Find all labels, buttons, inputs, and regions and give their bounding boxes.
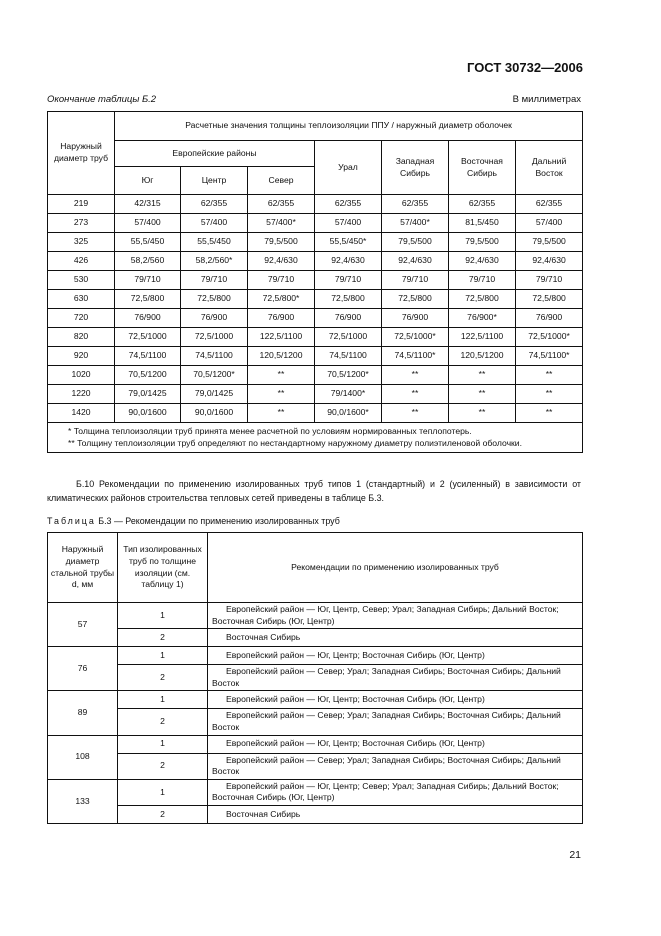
table-cell: 57/400	[315, 214, 382, 233]
table-cell: 79/710	[382, 271, 449, 290]
table-cell: 72,5/800	[181, 290, 248, 309]
header-group: Расчетные значения толщины теплоизоляции ППУ / наружный диаметр оболочек	[115, 112, 583, 141]
recommendation-cell: Европейский район — Юг, Центр, Север; Урал; Западная Сибирь; Дальний Восток; Восточная Сибирь (Юг, Центр)	[208, 603, 583, 629]
table-cell: 76/900	[315, 309, 382, 328]
table-cell: 79,5/500	[382, 233, 449, 252]
table-cell: **	[248, 385, 315, 404]
table-cell: **	[449, 385, 516, 404]
row-diameter-cell: 219	[48, 195, 115, 214]
table-cell: 72,5/800	[449, 290, 516, 309]
table-cell: **	[449, 404, 516, 423]
recommendation-cell: Европейский район — Юг, Центр; Восточная Сибирь (Юг, Центр)	[208, 691, 583, 709]
table-cell: 79/710	[516, 271, 583, 290]
table-cell: 74,5/1100	[315, 347, 382, 366]
table-cell: 79/710	[449, 271, 516, 290]
table-cell: 74,5/1100	[115, 347, 181, 366]
table-row	[48, 252, 583, 271]
recommendation-cell: Восточная Сибирь	[208, 629, 583, 647]
diameter-cell: 133	[48, 779, 118, 823]
table-row	[48, 290, 583, 309]
header-west-siberia: Западная Сибирь	[382, 141, 449, 195]
table-cell: 55,5/450*	[315, 233, 382, 252]
table-cell: 79,0/1425	[115, 385, 181, 404]
table-cell: 72,5/800	[115, 290, 181, 309]
table-cell: 57/400*	[382, 214, 449, 233]
table-row	[48, 271, 583, 290]
header-center: Центр	[181, 167, 248, 195]
table-cell: 70,5/1200*	[181, 366, 248, 385]
header-steel-diameter: Наружный диаметр стальной трубы d, мм	[48, 533, 118, 603]
table-b3	[47, 532, 583, 824]
table-cell: 79/710	[315, 271, 382, 290]
table-cell: 72,5/800	[315, 290, 382, 309]
table-row	[48, 214, 583, 233]
table-cell: 92,4/630	[516, 252, 583, 271]
row-diameter-cell: 920	[48, 347, 115, 366]
table-b2	[47, 111, 583, 453]
paragraph-b10: Б.10 Рекомендации по применению изолированных труб типов 1 (стандартный) и 2 (усиленный) в зависимости от климатических районов строительства тепловых сетей приведены в таблице Б.3.	[47, 479, 581, 503]
table-row	[48, 309, 583, 328]
header-south: Юг	[115, 167, 181, 195]
table-cell: 72,5/1000	[315, 328, 382, 347]
table-row	[48, 195, 583, 214]
table-cell: 120,5/1200	[449, 347, 516, 366]
table-cell: 90,0/1600*	[315, 404, 382, 423]
type-cell: 1	[118, 735, 208, 753]
type-cell: 1	[118, 647, 208, 665]
table-cell: **	[382, 366, 449, 385]
row-diameter-cell: 530	[48, 271, 115, 290]
table-cell: 62/355	[516, 195, 583, 214]
table-cell: 74,5/1100	[181, 347, 248, 366]
table-cell: 76/900	[516, 309, 583, 328]
table-cell: 79/710	[181, 271, 248, 290]
note-2: ** Толщину теплоизоляции труб определяют по нестандартному наружному диаметру полиэтиленовой оболочки.	[68, 437, 522, 448]
table-row	[48, 629, 583, 647]
table-b2-notes	[48, 423, 583, 453]
row-diameter-cell: 820	[48, 328, 115, 347]
table-cell: 62/355	[315, 195, 382, 214]
table-cell: 57/400	[181, 214, 248, 233]
table-cell: 57/400	[516, 214, 583, 233]
row-diameter-cell: 1420	[48, 404, 115, 423]
table-cell: 122,5/1100	[449, 328, 516, 347]
table-cell: 79/710	[248, 271, 315, 290]
table-cell: 76/900	[382, 309, 449, 328]
table-cell: 62/355	[382, 195, 449, 214]
table-cell: **	[382, 385, 449, 404]
table-b3-caption	[47, 516, 340, 526]
table-row	[48, 805, 583, 823]
table-row	[48, 647, 583, 665]
table-cell: **	[516, 366, 583, 385]
table-row	[48, 779, 583, 805]
table-cell: 90,0/1600	[181, 404, 248, 423]
units-label: В миллиметрах	[512, 94, 581, 105]
header-european: Европейские районы	[115, 141, 315, 167]
recommendation-cell: Европейский район — Север; Урал; Западная Сибирь; Восточная Сибирь; Дальний Восток	[208, 665, 583, 691]
table-cell: 72,5/1000*	[382, 328, 449, 347]
table-cell: 76/900	[115, 309, 181, 328]
type-cell: 1	[118, 691, 208, 709]
table-row	[48, 385, 583, 404]
table-cell: 74,5/1100*	[382, 347, 449, 366]
recommendation-cell: Европейский район — Север; Урал; Западная Сибирь; Восточная Сибирь; Дальний Восток	[208, 753, 583, 779]
table-b3-body	[48, 603, 583, 824]
table-row	[48, 665, 583, 691]
row-diameter-cell: 1020	[48, 366, 115, 385]
table-cell: 57/400	[115, 214, 181, 233]
header-insulation-type: Тип изолированных труб по толщине изоляции (см. таблицу 1)	[118, 533, 208, 603]
table-cell: 55,5/450	[115, 233, 181, 252]
type-cell: 2	[118, 805, 208, 823]
table-cell: 57/400*	[248, 214, 315, 233]
table-cell: 122,5/1100	[248, 328, 315, 347]
diameter-cell: 89	[48, 691, 118, 735]
table-cell: 76/900*	[449, 309, 516, 328]
table-row	[48, 366, 583, 385]
recommendation-cell: Европейский район — Юг, Центр; Восточная Сибирь (Юг, Центр)	[208, 735, 583, 753]
table-cell: 72,5/800	[382, 290, 449, 309]
recommendation-cell: Европейский район — Юг, Центр; Север; Урал; Западная Сибирь; Дальний Восток; Восточная Сибирь (Юг, Центр)	[208, 779, 583, 805]
row-diameter-cell: 426	[48, 252, 115, 271]
table-cell: 42/315	[115, 195, 181, 214]
table-cell: 92,4/630	[315, 252, 382, 271]
table-cell: **	[248, 404, 315, 423]
table-row	[48, 735, 583, 753]
table-b2-body	[48, 195, 583, 423]
recommendation-cell: Европейский район — Север; Урал; Западная Сибирь; Восточная Сибирь; Дальний Восток	[208, 709, 583, 735]
table-b3-caption-title: Б.3 — Рекомендации по применению изолированных труб	[95, 516, 340, 526]
table-cell: 79/710	[115, 271, 181, 290]
table-row	[48, 603, 583, 629]
header-recommendation: Рекомендации по применению изолированных труб	[208, 533, 583, 603]
table-cell: 62/355	[248, 195, 315, 214]
table-row	[48, 709, 583, 735]
row-diameter-cell: 325	[48, 233, 115, 252]
table-row	[48, 753, 583, 779]
row-diameter-cell: 720	[48, 309, 115, 328]
table-cell: 79,5/500	[248, 233, 315, 252]
type-cell: 1	[118, 779, 208, 805]
table-cell: 62/355	[449, 195, 516, 214]
table-cell: 72,5/1000	[181, 328, 248, 347]
table-cell: **	[516, 404, 583, 423]
table-cell: 79/1400*	[315, 385, 382, 404]
table-cell: **	[516, 385, 583, 404]
table-cell: 79,5/500	[516, 233, 583, 252]
table-row	[48, 328, 583, 347]
recommendation-cell: Европейский район — Юг, Центр; Восточная Сибирь (Юг, Центр)	[208, 647, 583, 665]
table-row	[48, 691, 583, 709]
table-cell: 92,4/630	[449, 252, 516, 271]
table-cell: 72,5/800*	[248, 290, 315, 309]
table-cell: 55,5/450	[181, 233, 248, 252]
header-north: Север	[248, 167, 315, 195]
table-cell: 58,2/560	[115, 252, 181, 271]
type-cell: 2	[118, 709, 208, 735]
header-ural: Урал	[315, 141, 382, 195]
type-cell: 2	[118, 753, 208, 779]
row-diameter-cell: 630	[48, 290, 115, 309]
table-cell: 74,5/1100*	[516, 347, 583, 366]
table-cell: 72,5/1000	[115, 328, 181, 347]
table-cell: 81,5/450	[449, 214, 516, 233]
table-cell: 76/900	[248, 309, 315, 328]
table-cell: 70,5/1200*	[315, 366, 382, 385]
header-outer-diameter: Наружный диаметр труб	[48, 112, 115, 195]
diameter-cell: 108	[48, 735, 118, 779]
table-cell: **	[382, 404, 449, 423]
row-diameter-cell: 273	[48, 214, 115, 233]
recommendation-cell: Восточная Сибирь	[208, 805, 583, 823]
table-row	[48, 404, 583, 423]
note-1: * Толщина теплоизоляции труб принята менее расчетной по условиям нормированных теплопотерь.	[68, 426, 472, 436]
table-cell: 79,5/500	[449, 233, 516, 252]
table-cell: 58,2/560*	[181, 252, 248, 271]
table-cell: 90,0/1600	[115, 404, 181, 423]
table-cell: 72,5/1000*	[516, 328, 583, 347]
type-cell: 1	[118, 603, 208, 629]
table-b3-caption-word: Таблица	[47, 516, 96, 526]
table-row	[48, 347, 583, 366]
page-number: 21	[569, 849, 581, 861]
table-cell: 120,5/1200	[248, 347, 315, 366]
header-far-east: Дальний Восток	[516, 141, 583, 195]
table-cell: **	[449, 366, 516, 385]
table-cell: 62/355	[181, 195, 248, 214]
standard-number: ГОСТ 30732—2006	[467, 60, 583, 75]
table-cell: 70,5/1200	[115, 366, 181, 385]
table-cell: 79,0/1425	[181, 385, 248, 404]
table-b2-caption: Окончание таблицы Б.2	[47, 94, 157, 105]
row-diameter-cell: 1220	[48, 385, 115, 404]
table-cell: 92,4/630	[248, 252, 315, 271]
type-cell: 2	[118, 665, 208, 691]
diameter-cell: 76	[48, 647, 118, 691]
table-cell: 72,5/800	[516, 290, 583, 309]
table-row	[48, 233, 583, 252]
table-cell: 92,4/630	[382, 252, 449, 271]
diameter-cell: 57	[48, 603, 118, 647]
type-cell: 2	[118, 629, 208, 647]
header-east-siberia: Восточная Сибирь	[449, 141, 516, 195]
table-cell: 76/900	[181, 309, 248, 328]
table-cell: **	[248, 366, 315, 385]
